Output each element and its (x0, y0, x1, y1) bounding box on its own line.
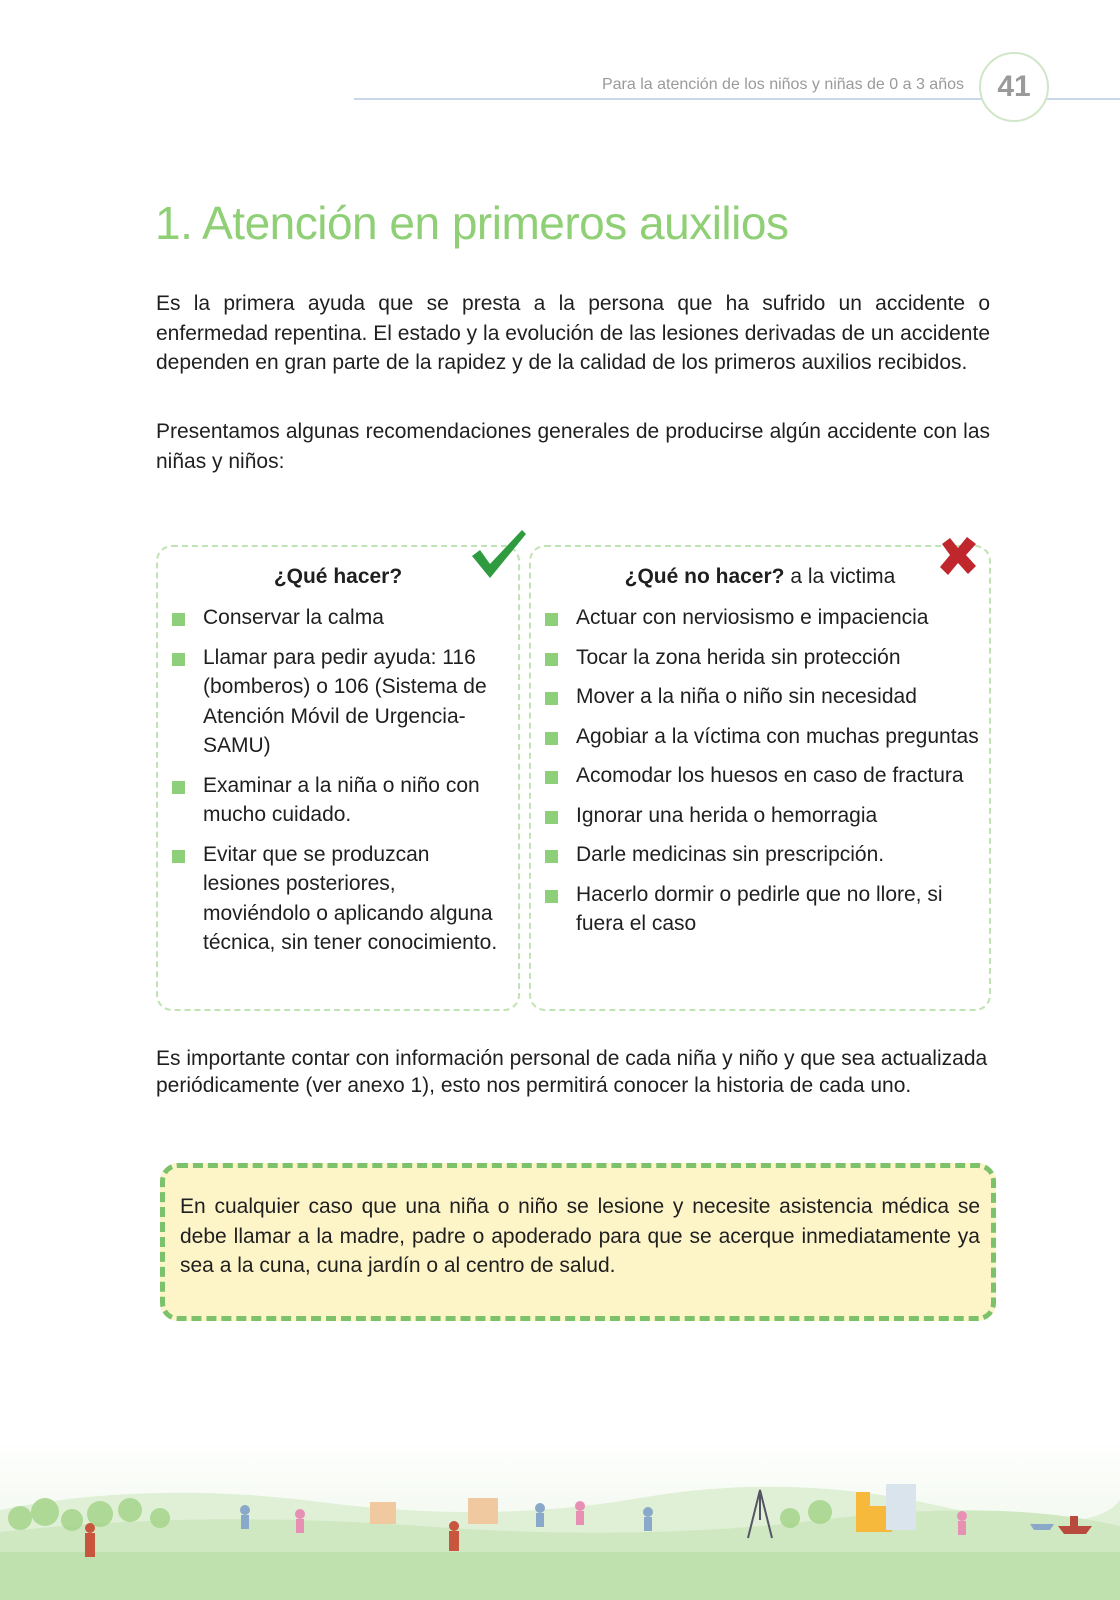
what-not-to-do-list (543, 603, 979, 949)
what-to-do-list (170, 603, 508, 968)
list-item: Actuar con nerviosismo e impaciencia (543, 603, 979, 633)
page-number: 41 (979, 52, 1049, 122)
bullet-icon (545, 850, 558, 863)
list-item: Acomodar los huesos en caso de fractura (543, 761, 979, 791)
bullet-icon (545, 653, 558, 666)
list-item: Ignorar una herida o hemorragia (543, 801, 979, 831)
bullet-icon (172, 613, 185, 626)
bullet-icon (172, 653, 185, 666)
list-item: Agobiar a la víctima con muchas preguntas (543, 722, 979, 752)
list-item: Llamar para pedir ayuda: 116 (bomberos) o 106 (Sistema de Atención Móvil de Urgencia-SAMU) (170, 643, 508, 761)
what-to-do-heading: ¿Qué hacer? (273, 565, 403, 588)
list-item: Examinar a la niña o niño con mucho cuidado. (170, 771, 508, 830)
section-title: 1. Atención en primeros auxilios (155, 197, 789, 249)
list-item: Evitar que se produzcan lesiones posteriores, moviéndolo o aplicando alguna técnica, sin tener conocimiento. (170, 840, 508, 958)
list-item: Conservar la calma (170, 603, 508, 633)
bullet-icon (545, 811, 558, 824)
personal-info-paragraph: Es importante contar con información personal de cada niña y niño y que sea actualizada periódicamente (ver anexo 1), esto nos permitirá conocer la historia de cada uno. (156, 1047, 988, 1097)
bullet-icon (545, 732, 558, 745)
bullet-icon (172, 850, 185, 863)
bullet-icon (545, 613, 558, 626)
recommendations-intro: Presentamos algunas recomendaciones generales de producirse algún accidente con las niñas y niños: (156, 420, 990, 473)
list-item: Tocar la zona herida sin protección (543, 643, 979, 673)
bullet-icon (545, 771, 558, 784)
cross-icon (936, 534, 980, 578)
running-title: Para la atención de los niños y niñas de 0 a 3 años (601, 76, 964, 93)
what-to-do-box (156, 545, 520, 1011)
bullet-icon (172, 781, 185, 794)
note-text: En cualquier caso que una niña o niño se lesione y necesite asistencia médica se debe llamar a la madre, padre o apoderado para que se acerque inmediatamente ya sea a la cuna, cuna jardín o al centro de salud. (180, 1195, 980, 1277)
list-item: Darle medicinas sin prescripción. (543, 840, 979, 870)
check-icon (468, 526, 530, 582)
bullet-icon (545, 692, 558, 705)
what-not-to-do-heading: ¿Qué no hacer? a la victima (624, 565, 896, 588)
landscape-illustration (0, 1440, 1120, 1600)
what-not-to-do-box (529, 545, 991, 1011)
bullet-icon (545, 890, 558, 903)
intro-paragraph: Es la primera ayuda que se presta a la persona que ha sufrido un accidente o enfermedad repentina. El estado y la evolución de las lesiones derivadas de un accidente dependen en gran parte de la rapidez y de la calidad de los primeros auxilios recibidos. (156, 292, 990, 374)
list-item: Mover a la niña o niño sin necesidad (543, 682, 979, 712)
list-item: Hacerlo dormir o pedirle que no llore, si fuera el caso (543, 880, 979, 939)
